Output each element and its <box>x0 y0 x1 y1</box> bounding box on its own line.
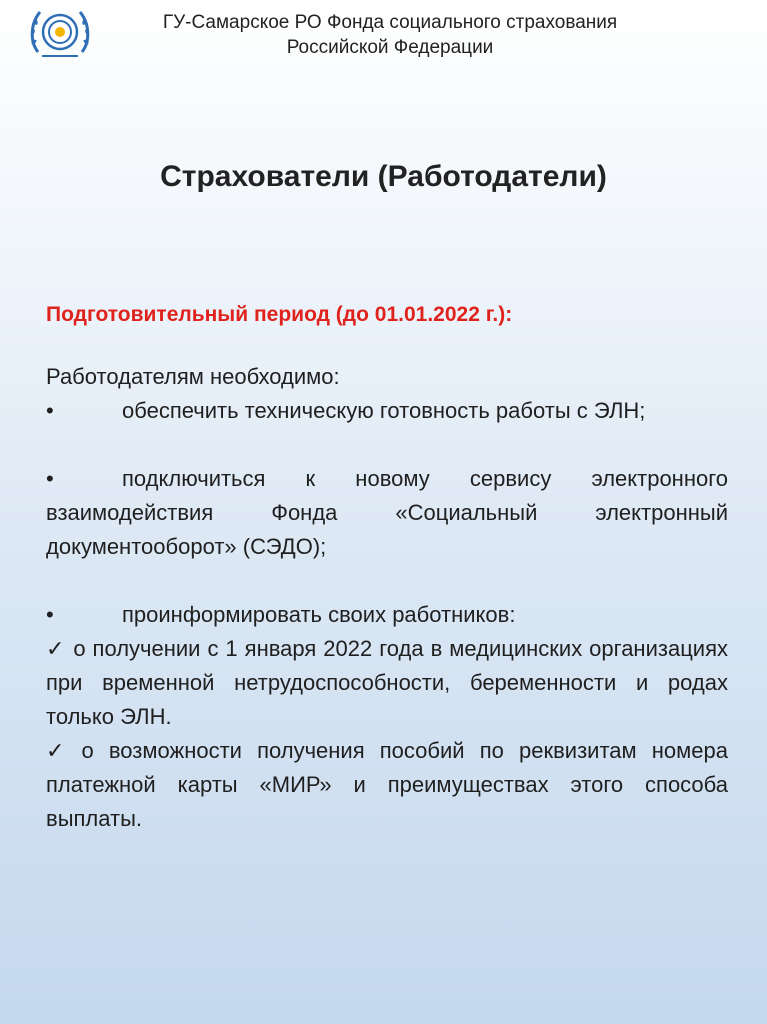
checkmark-icon: ✓ <box>46 738 74 763</box>
bullet-item-3 <box>46 598 728 632</box>
bullet-marker: • <box>46 466 54 491</box>
checkmark-icon: ✓ <box>46 636 66 661</box>
bullet-text: проинформировать своих работников: <box>122 602 516 627</box>
bullet-text: обеспечить техническую готовность работы с ЭЛН; <box>122 398 646 423</box>
bullet-item-2 <box>46 462 728 564</box>
bullet-text: подключиться к новому сервису электронного взаимодействия Фонда «Социальный электронный документооборот» (СЭДО); <box>46 466 728 559</box>
org-line-1: ГУ-Самарское РО Фонда социального страхования <box>162 12 618 33</box>
bullet-marker: • <box>46 602 54 627</box>
bullet-marker: • <box>46 398 54 423</box>
check-item-2 <box>46 734 728 836</box>
bullet-item-1 <box>46 394 728 428</box>
check-text: о возможности получения пособий по реквизитам номера платежной карты «МИР» и преимуществах этого способа выплаты. <box>46 738 728 831</box>
organization-name <box>100 10 680 60</box>
document-body <box>46 298 728 836</box>
intro-text: Работодателям необходимо: <box>46 364 340 389</box>
fss-emblem-icon <box>28 4 92 60</box>
org-line-2: Российской Федерации <box>286 37 494 58</box>
check-item-1 <box>46 632 728 734</box>
check-text: о получении с 1 января 2022 года в медицинских организациях при временной нетрудоспособности, беременности и родах только ЭЛН. <box>46 636 728 729</box>
period-heading: Подготовительный период (до 01.01.2022 г.): <box>46 303 513 326</box>
page-title: Страхователи (Работодатели) <box>160 160 607 193</box>
